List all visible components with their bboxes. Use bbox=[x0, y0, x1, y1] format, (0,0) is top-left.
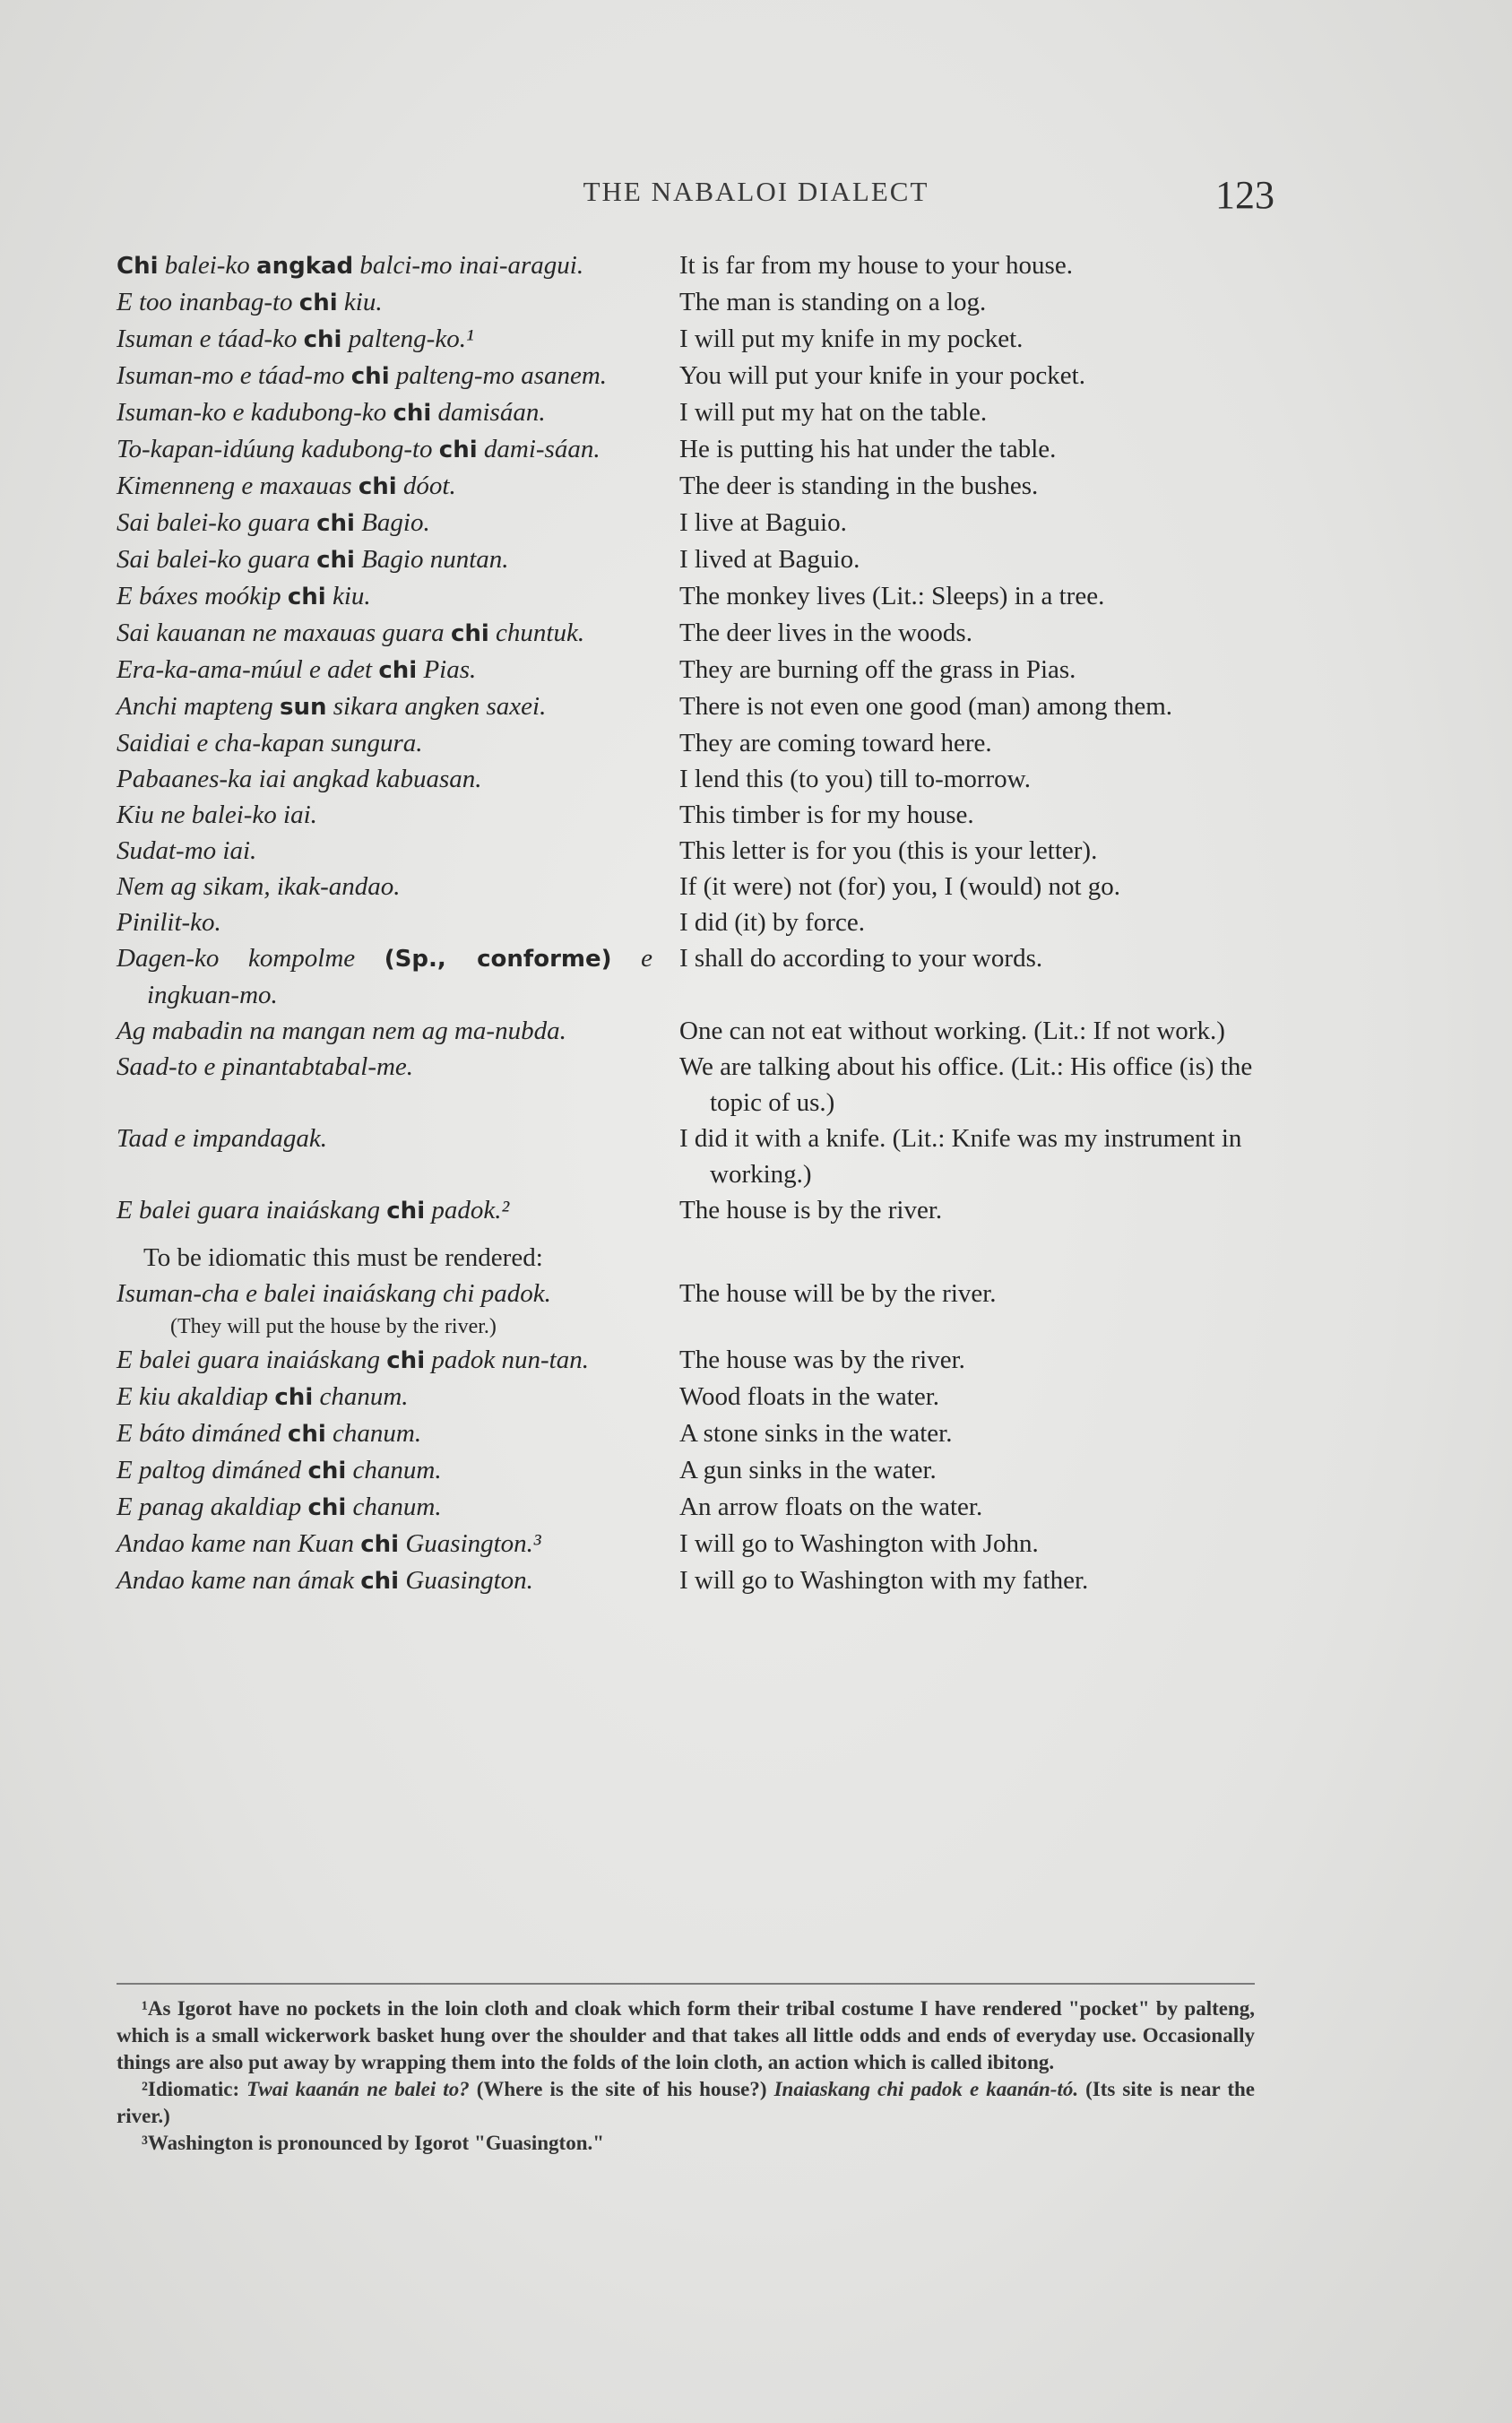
nabaloi-text: Sai balei-ko guara bbox=[117, 545, 317, 574]
english-translation: It is far from my house to your house. bbox=[679, 251, 1073, 280]
footnote-2-nabaloi-a: Twai kaanán ne balei to? bbox=[246, 2078, 470, 2100]
english-translation: One can not eat without working. (Lit.: If not work.) bbox=[679, 1017, 1225, 1045]
phrase-row bbox=[117, 394, 1282, 431]
nabaloi-phrase bbox=[117, 797, 679, 833]
nabaloi-text: Guasington. bbox=[399, 1566, 533, 1595]
phrase-row bbox=[117, 1276, 1282, 1311]
english-translation: The house was by the river. bbox=[679, 1346, 965, 1374]
english-translation: I did it with a knife. (Lit.: Knife was my instrument in working.) bbox=[679, 1124, 1242, 1189]
english-translation: I will go to Washington with my father. bbox=[679, 1566, 1089, 1595]
phrase-row bbox=[117, 431, 1282, 468]
nabaloi-text: balci-mo inai-aragui. bbox=[353, 251, 584, 280]
phrase-row bbox=[117, 541, 1282, 578]
phrase-row bbox=[117, 1013, 1282, 1049]
nabaloi-keyword: chi bbox=[386, 1347, 426, 1374]
footnote-2 bbox=[117, 2076, 1255, 2130]
english-translation: Wood floats in the water. bbox=[679, 1382, 940, 1411]
nabaloi-text: E kiu akaldiap bbox=[117, 1382, 275, 1411]
footnote-2-gloss-a: (Where is the site of his house?) bbox=[469, 2078, 774, 2100]
phrase-row bbox=[117, 284, 1282, 321]
english-translation: I did (it) by force. bbox=[679, 908, 865, 937]
phrase-row bbox=[117, 578, 1282, 615]
phrase-row bbox=[117, 1415, 1282, 1452]
phrase-row bbox=[117, 725, 1282, 761]
nabaloi-text: palteng-ko.¹ bbox=[341, 325, 474, 353]
nabaloi-text: chuntuk. bbox=[488, 619, 585, 647]
english-translation: A stone sinks in the water. bbox=[679, 1419, 953, 1448]
nabaloi-text: Isuman-cha e balei inaiáskang chi padok. bbox=[117, 1279, 551, 1308]
nabaloi-keyword: chi bbox=[307, 1494, 347, 1521]
footnotes bbox=[117, 1983, 1255, 2157]
english-translation: The deer lives in the woods. bbox=[679, 619, 972, 647]
nabaloi-keyword: chi bbox=[316, 510, 355, 537]
nabaloi-phrase bbox=[117, 688, 679, 725]
nabaloi-keyword: chi bbox=[378, 657, 418, 684]
nabaloi-text: Kiu ne balei-ko iai. bbox=[117, 800, 317, 829]
phrase-row bbox=[117, 1192, 1282, 1229]
nabaloi-text: e ingkuan-mo. bbox=[147, 944, 653, 1009]
nabaloi-keyword: chi bbox=[358, 473, 397, 500]
nabaloi-phrase bbox=[117, 833, 679, 869]
nabaloi-text: chanum. bbox=[325, 1419, 422, 1448]
phrase-row bbox=[117, 1526, 1282, 1562]
nabaloi-text: To-kapan-idúung kadubong-to bbox=[117, 435, 439, 463]
english-translation: They are coming toward here. bbox=[679, 729, 992, 757]
nabaloi-text: sikara angken saxei. bbox=[326, 692, 547, 721]
english-translation: The house is by the river. bbox=[679, 1196, 943, 1224]
english-translation: The house will be by the river. bbox=[679, 1279, 997, 1308]
phrase-row bbox=[117, 1452, 1282, 1489]
phrase-row bbox=[117, 1121, 1282, 1192]
english-translation: I will put my hat on the table. bbox=[679, 398, 988, 427]
nabaloi-keyword: sun bbox=[280, 694, 327, 721]
nabaloi-keyword: chi bbox=[393, 400, 432, 427]
english-translation: There is not even one good (man) among them. bbox=[679, 692, 1173, 721]
nabaloi-keyword: angkad bbox=[256, 253, 354, 280]
nabaloi-text: E panag akaldiap bbox=[117, 1493, 308, 1521]
nabaloi-text: Sai balei-ko guara bbox=[117, 508, 317, 537]
nabaloi-phrase bbox=[117, 1276, 679, 1311]
english-translation: This timber is for my house. bbox=[679, 800, 974, 829]
nabaloi-keyword: chi bbox=[360, 1531, 400, 1558]
nabaloi-text: Saidiai e cha-kapan sungura. bbox=[117, 729, 423, 757]
nabaloi-phrase bbox=[117, 1379, 679, 1415]
nabaloi-text: chanum. bbox=[313, 1382, 409, 1411]
phrase-row bbox=[117, 1379, 1282, 1415]
nabaloi-phrase bbox=[117, 1121, 679, 1192]
nabaloi-text: padok.² bbox=[425, 1196, 510, 1224]
nabaloi-phrase bbox=[117, 431, 679, 468]
nabaloi-text: padok nun-tan. bbox=[425, 1346, 589, 1374]
nabaloi-text: kiu. bbox=[325, 582, 371, 610]
nabaloi-text: Pabaanes-ka iai angkad kabuasan. bbox=[117, 765, 482, 793]
nabaloi-text: E balei guara inaiáskang bbox=[117, 1196, 387, 1224]
nabaloi-phrase bbox=[117, 1562, 679, 1599]
nabaloi-phrase bbox=[117, 394, 679, 431]
nabaloi-text: dami-sáan. bbox=[477, 435, 600, 463]
nabaloi-phrase bbox=[117, 578, 679, 615]
english-translation: I lived at Baguio. bbox=[679, 545, 860, 574]
nabaloi-text: Kimenneng e maxauas bbox=[117, 472, 359, 500]
phrase-row bbox=[117, 321, 1282, 358]
nabaloi-phrase bbox=[117, 505, 679, 541]
nabaloi-text: chanum. bbox=[346, 1493, 442, 1521]
english-translation: The monkey lives (Lit.: Sleeps) in a tree. bbox=[679, 582, 1105, 610]
english-translation: He is putting his hat under the table. bbox=[679, 435, 1057, 463]
nabaloi-phrase bbox=[117, 725, 679, 761]
nabaloi-phrase bbox=[117, 904, 679, 940]
nabaloi-keyword: chi bbox=[274, 1384, 314, 1411]
nabaloi-keyword: chi bbox=[287, 584, 326, 610]
nabaloi-keyword: chi bbox=[450, 620, 489, 647]
phrase-row bbox=[117, 247, 1282, 284]
nabaloi-text: Bagio nuntan. bbox=[354, 545, 509, 574]
nabaloi-text: Era-ka-ama-múul e adet bbox=[117, 655, 379, 684]
running-head: THE NABALOI DIALECT bbox=[583, 176, 929, 207]
english-translation: I will put my knife in my pocket. bbox=[679, 325, 1024, 353]
phrase-row bbox=[117, 1342, 1282, 1379]
english-translation: I shall do according to your words. bbox=[679, 944, 1043, 973]
nabaloi-text: Nem ag sikam, ikak-andao. bbox=[117, 872, 401, 901]
footnote-2-prefix: ²Idiomatic: bbox=[142, 2078, 247, 2100]
nabaloi-phrase bbox=[117, 940, 679, 1013]
page-number: 123 bbox=[1215, 173, 1274, 217]
nabaloi-keyword: Chi bbox=[117, 253, 159, 280]
nabaloi-phrase bbox=[117, 1415, 679, 1452]
footnote-1: ¹As Igorot have no pockets in the loin cloth and cloak which form their tribal costume I have rendered "pocket" by palteng, which is a small wickerwork basket hung over the shoulder and that takes all little odds and ends of everyday use. Occasionally things are also put away by wrapping them into the folds of the loin cloth, an action which is called ibitong. bbox=[117, 1997, 1255, 2073]
nabaloi-text: damisáan. bbox=[431, 398, 546, 427]
english-translation: We are talking about his office. (Lit.: His office (is) the topic of us.) bbox=[679, 1052, 1253, 1117]
phrase-row bbox=[117, 797, 1282, 833]
nabaloi-text: Isuman-mo e táad-mo bbox=[117, 361, 351, 390]
nabaloi-text: E paltog dimáned bbox=[117, 1456, 308, 1484]
nabaloi-text: Sudat-mo iai. bbox=[117, 836, 257, 865]
phrase-row bbox=[117, 1489, 1282, 1526]
phrase-row bbox=[117, 833, 1282, 869]
idiom-note: To be idiomatic this must be rendered: bbox=[143, 1243, 543, 1272]
nabaloi-keyword: chi bbox=[298, 290, 338, 316]
english-translation: I lend this (to you) till to-morrow. bbox=[679, 765, 1031, 793]
phrase-row bbox=[117, 869, 1282, 904]
phrase-row bbox=[117, 505, 1282, 541]
english-translation: A gun sinks in the water. bbox=[679, 1456, 937, 1484]
nabaloi-phrase bbox=[117, 615, 679, 652]
nabaloi-keyword: (Sp., conforme) bbox=[384, 946, 612, 973]
english-translation: The man is standing on a log. bbox=[679, 288, 987, 316]
nabaloi-phrase bbox=[117, 1489, 679, 1526]
nabaloi-text: Dagen-ko kompolme bbox=[117, 944, 384, 973]
english-translation: If (it were) not (for) you, I (would) not go. bbox=[679, 872, 1121, 901]
english-translation: I will go to Washington with John. bbox=[679, 1529, 1039, 1558]
nabaloi-phrase bbox=[117, 1192, 679, 1229]
footnote-2-nabaloi-b: Inaiaskang chi padok e kaanán-tó. bbox=[773, 2078, 1079, 2100]
nabaloi-text: Anchi mapteng bbox=[117, 692, 281, 721]
nabaloi-phrase bbox=[117, 869, 679, 904]
footnote-2-gloss-b: (Its site is near the river.) bbox=[117, 2078, 1256, 2127]
phrase-row bbox=[117, 652, 1282, 688]
phrase-row bbox=[117, 468, 1282, 505]
nabaloi-text: Andao kame nan Kuan bbox=[117, 1529, 361, 1558]
nabaloi-text: E balei guara inaiáskang bbox=[117, 1346, 387, 1374]
nabaloi-keyword: chi bbox=[350, 363, 390, 390]
nabaloi-phrase bbox=[117, 1526, 679, 1562]
phrase-table bbox=[117, 247, 1282, 1599]
nabaloi-keyword: chi bbox=[287, 1421, 326, 1448]
nabaloi-text: Pias. bbox=[417, 655, 477, 684]
nabaloi-text: dóot. bbox=[396, 472, 456, 500]
english-translation: You will put your knife in your pocket. bbox=[679, 361, 1085, 390]
nabaloi-phrase bbox=[117, 358, 679, 394]
english-translation: The deer is standing in the bushes. bbox=[679, 472, 1039, 500]
nabaloi-text: E báxes moókip bbox=[117, 582, 288, 610]
nabaloi-phrase bbox=[117, 541, 679, 578]
nabaloi-phrase bbox=[117, 1452, 679, 1489]
phrase-row bbox=[117, 358, 1282, 394]
nabaloi-phrase bbox=[117, 761, 679, 797]
phrase-row bbox=[117, 688, 1282, 725]
nabaloi-text: Isuman-ko e kadubong-ko bbox=[117, 398, 393, 427]
nabaloi-keyword: chi bbox=[303, 326, 342, 353]
english-translation: I live at Baguio. bbox=[679, 508, 847, 537]
nabaloi-text: kiu. bbox=[337, 288, 383, 316]
nabaloi-phrase bbox=[117, 247, 679, 284]
phrase-row bbox=[117, 761, 1282, 797]
nabaloi-phrase bbox=[117, 1342, 679, 1379]
nabaloi-text: Ag mabadin na mangan nem ag ma-nubda. bbox=[117, 1017, 566, 1045]
nabaloi-text: E too inanbag-to bbox=[117, 288, 299, 316]
nabaloi-phrase bbox=[117, 321, 679, 358]
literal-note: (They will put the house by the river.) bbox=[170, 1315, 497, 1338]
nabaloi-text: Bagio. bbox=[354, 508, 430, 537]
nabaloi-text: Saad-to e pinantabtabal-me. bbox=[117, 1052, 414, 1081]
nabaloi-text: chanum. bbox=[346, 1456, 442, 1484]
phrase-row bbox=[117, 615, 1282, 652]
nabaloi-text: Pinilit-ko. bbox=[117, 908, 221, 937]
phrase-row bbox=[117, 940, 1282, 1013]
nabaloi-text: palteng-mo asanem. bbox=[389, 361, 608, 390]
nabaloi-phrase bbox=[117, 468, 679, 505]
english-translation: An arrow floats on the water. bbox=[679, 1493, 983, 1521]
nabaloi-keyword: chi bbox=[316, 547, 355, 574]
nabaloi-keyword: chi bbox=[386, 1198, 426, 1224]
english-translation: This letter is for you (this is your letter). bbox=[679, 836, 1098, 865]
english-translation: They are burning off the grass in Pias. bbox=[679, 655, 1076, 684]
phrase-row bbox=[117, 1049, 1282, 1121]
phrase-row bbox=[117, 1562, 1282, 1599]
nabaloi-phrase bbox=[117, 284, 679, 321]
nabaloi-text: Guasington.³ bbox=[399, 1529, 541, 1558]
nabaloi-keyword: chi bbox=[360, 1568, 400, 1595]
nabaloi-text: Isuman e táad-ko bbox=[117, 325, 304, 353]
nabaloi-text: Taad e impandagak. bbox=[117, 1124, 327, 1153]
nabaloi-phrase bbox=[117, 652, 679, 688]
nabaloi-keyword: chi bbox=[438, 437, 478, 463]
nabaloi-phrase bbox=[117, 1013, 679, 1049]
phrase-row bbox=[117, 904, 1282, 940]
nabaloi-keyword: chi bbox=[307, 1458, 347, 1484]
nabaloi-text: Sai kauanan ne maxauas guara bbox=[117, 619, 451, 647]
footnote-3: ³Washington is pronounced by Igorot "Guasington." bbox=[142, 2132, 605, 2154]
nabaloi-text: Andao kame nan ámak bbox=[117, 1566, 361, 1595]
nabaloi-text: E báto dimáned bbox=[117, 1419, 288, 1448]
nabaloi-text: balei-ko bbox=[158, 251, 257, 280]
nabaloi-phrase bbox=[117, 1049, 679, 1121]
